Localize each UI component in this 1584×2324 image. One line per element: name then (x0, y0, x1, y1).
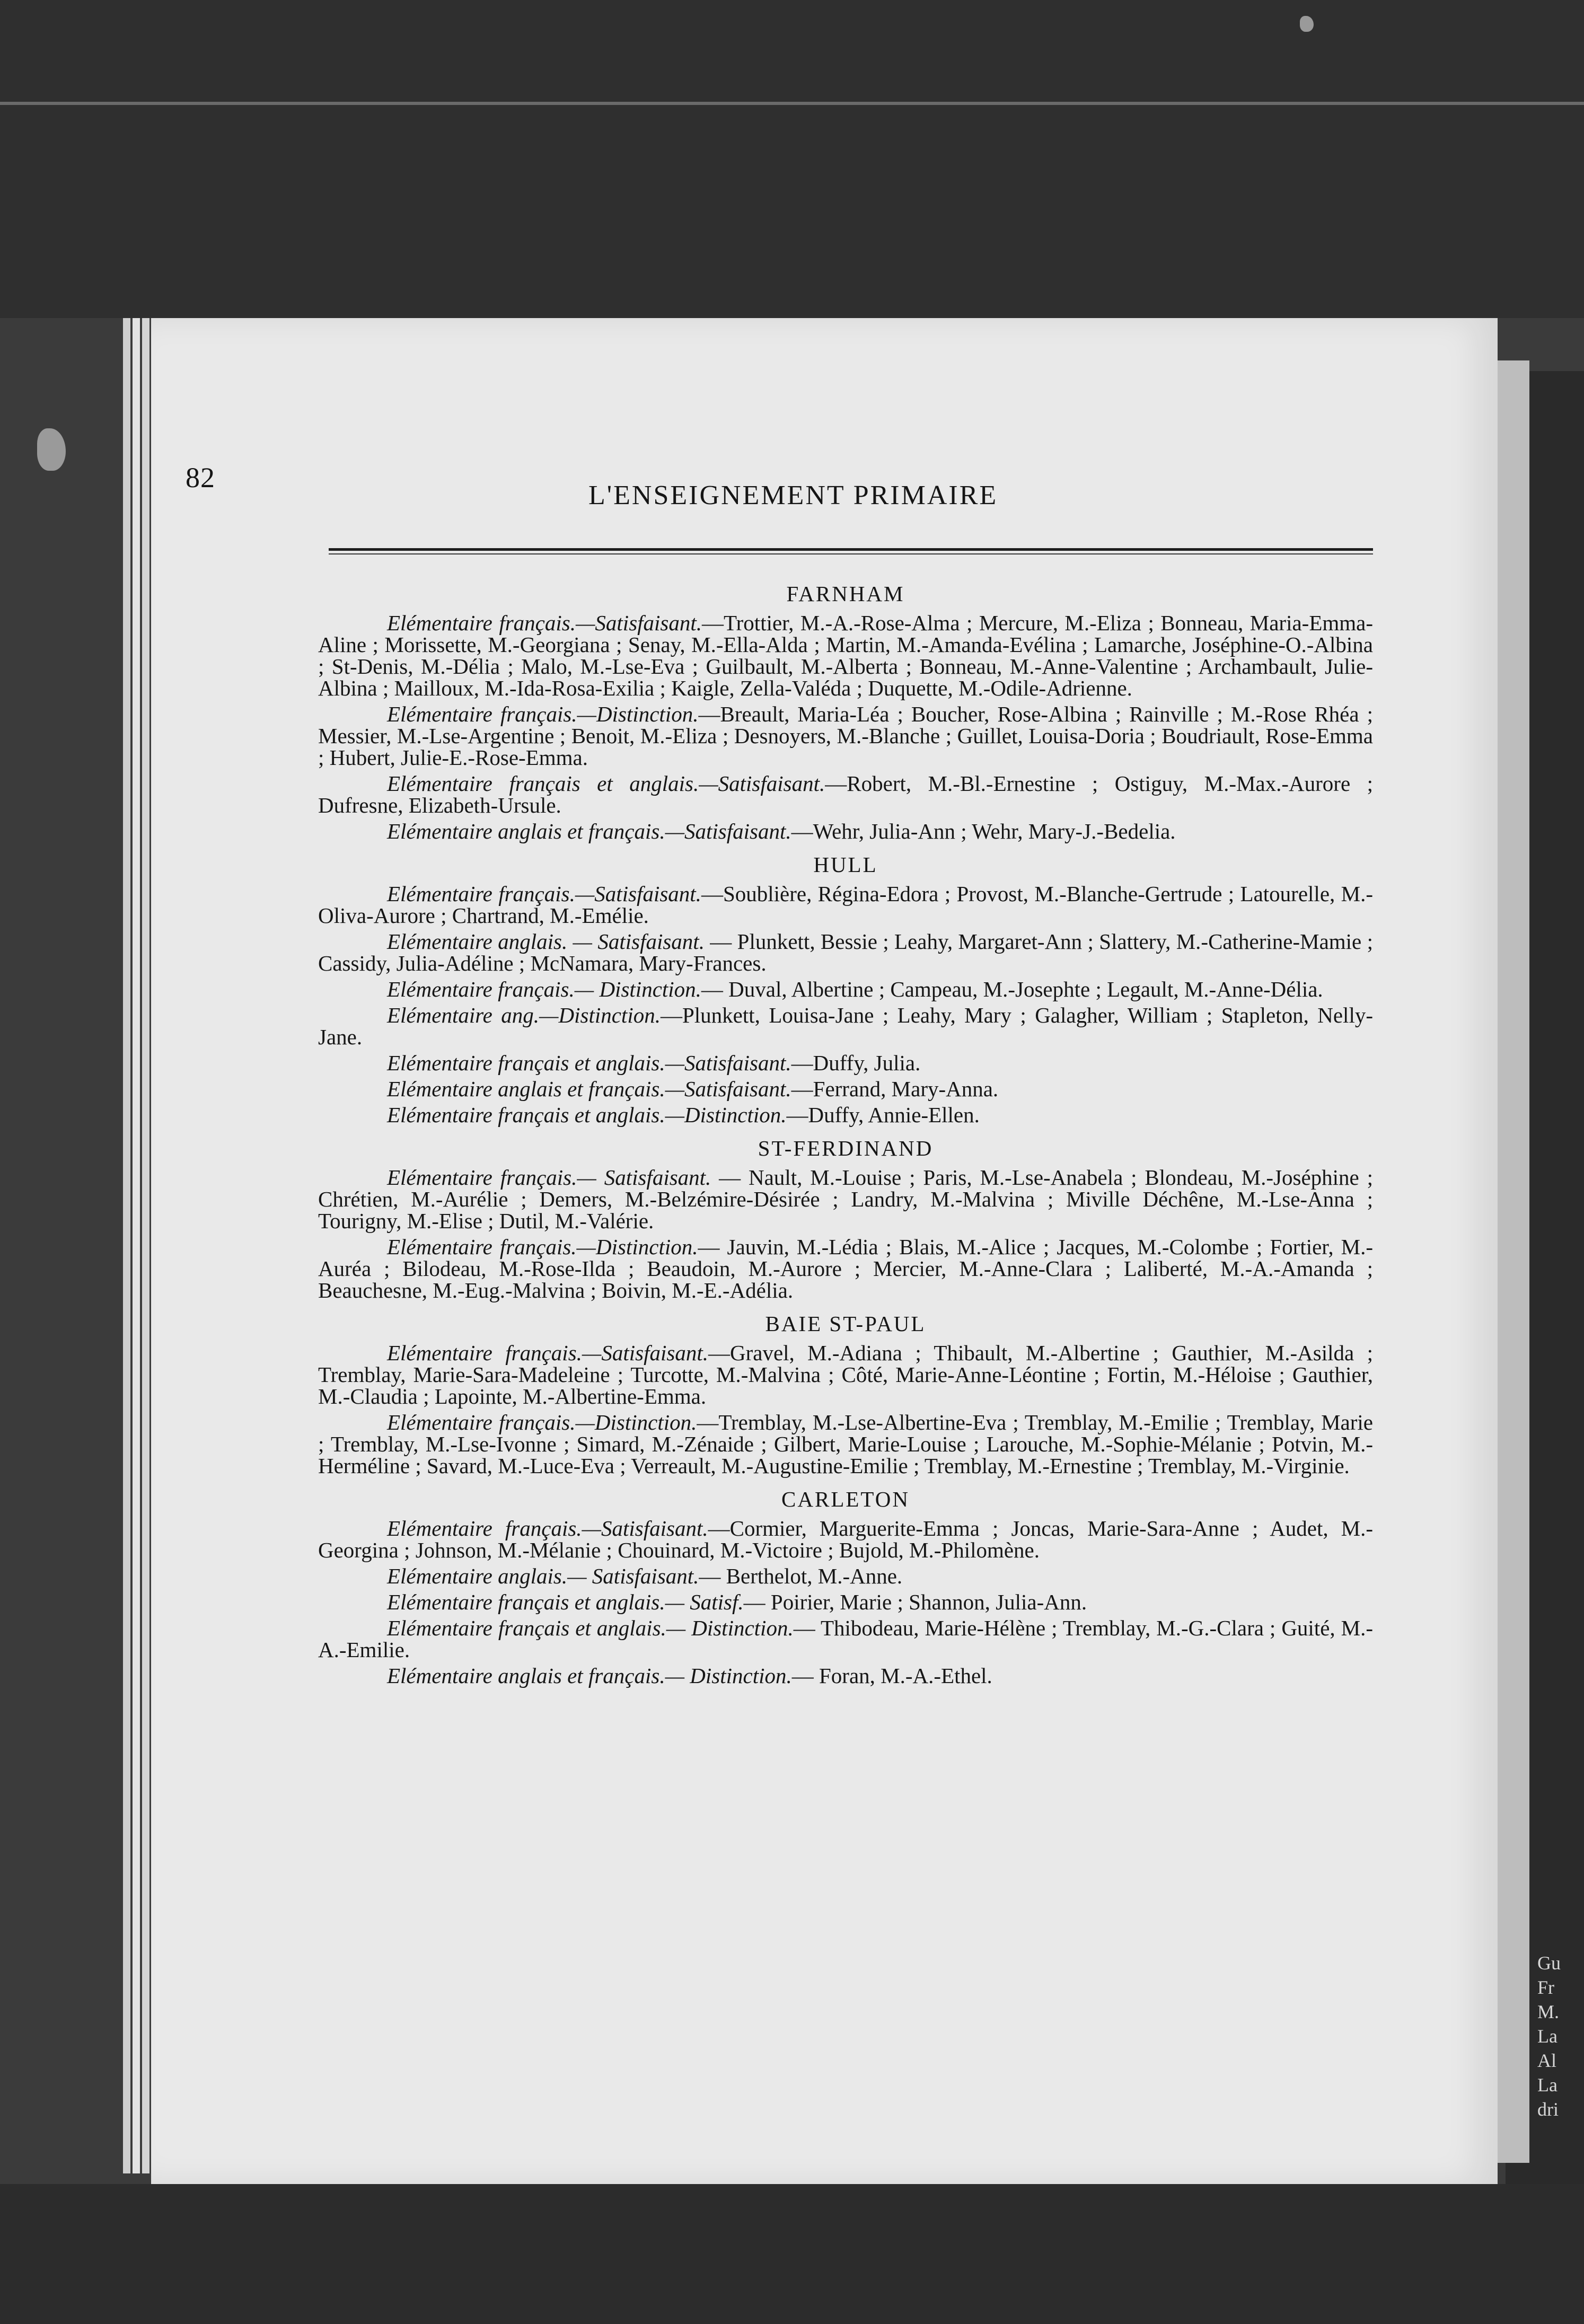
exam-label: Elémentaire français et anglais.—Distinction. (387, 1103, 787, 1127)
section-heading-farnham: FARNHAM (786, 582, 905, 606)
exam-label: Elémentaire français.—Satisfaisant. (387, 882, 701, 906)
result-entry (318, 703, 1373, 769)
adjacent-fragment: M. (1537, 2001, 1560, 2022)
adjacent-page-strip (1498, 360, 1529, 2163)
header-rule (329, 548, 1373, 551)
student-list: — Duval, Albertine ; Campeau, M.-Josephte ; Legault, M.-Anne-Délia. (701, 977, 1323, 1001)
exam-label: Elémentaire français.—Satisfaisant. (387, 1516, 708, 1540)
exam-label: Elémentaire français et anglais.— Satisf. (387, 1590, 744, 1614)
page-number: 82 (186, 462, 215, 494)
student-list: — Berthelot, M.-Anne. (699, 1564, 903, 1588)
page-body (318, 573, 1373, 1691)
exam-label: Elémentaire français.—Distinction. (387, 1410, 697, 1434)
student-list: — Poirier, Marie ; Shannon, Julia-Ann. (743, 1590, 1087, 1614)
result-entry (318, 1078, 1373, 1100)
exam-label: Elémentaire français.—Satisfaisant. (387, 1341, 708, 1365)
dust-speck (1300, 16, 1314, 32)
student-list: —Wehr, Julia-Ann ; Wehr, Mary-J.-Bedelia. (791, 819, 1176, 843)
result-entry (318, 1617, 1373, 1661)
result-entry (318, 1518, 1373, 1561)
student-list: —Breault, Maria-Léa ; Boucher, Rose-Albina ; Rainville ; M.-Rose Rhéa ; Messier, M.-Lse-Argentine ; Benoit, M.-Eliza ; Desnoyers, M.-Blanche ; Guillet, Louisa-Doria ; Boudriault, Rose-Emma ; Hubert, Julie-E.-Rose-Emma. (318, 702, 1374, 770)
exam-label: Elémentaire français.—Distinction. (387, 1235, 698, 1259)
exam-label: Elémentaire anglais et français.—Satisfaisant. (387, 1077, 791, 1101)
exam-label: Elémentaire ang.—Distinction. (387, 1003, 661, 1027)
section-heading-baie-st-paul: BAIE ST-PAUL (765, 1311, 926, 1336)
student-list: — Jauvin, M.-Lédia ; Blais, M.-Alice ; Jacques, M.-Colombe ; Fortier, M.-Auréa ; Bilodeau, M.-Rose-Ilda ; Beaudoin, M.-Aurore ; Mercier, M.-Anne-Clara ; Laliberté, M.-A.-Amanda ; Beauchesne, M.-Eug.-Malvina ; Boivin, M.-E.-Adélia. (318, 1235, 1373, 1302)
result-entry (318, 1342, 1373, 1407)
scan-backdrop-bottom (0, 2184, 1584, 2324)
page-edge (123, 318, 130, 2173)
exam-label: Elémentaire anglais et français.—Satisfaisant. (387, 819, 791, 843)
exam-label: Elémentaire français.—Satisfaisant. (387, 611, 702, 635)
page-edge (133, 318, 140, 2173)
section-heading-hull: HULL (813, 852, 878, 877)
result-entry (318, 821, 1373, 842)
result-entry (318, 1236, 1373, 1301)
dust-speck (37, 428, 66, 471)
student-list: —Robert, M.-Bl.-Ernestine ; Ostiguy, M.-Max.-Aurore ; Dufresne, Elizabeth-Ursule. (318, 771, 1373, 817)
exam-label: Elémentaire anglais.— Satisfaisant. (387, 1564, 699, 1588)
result-entry (318, 1167, 1373, 1232)
student-list: — Thibodeau, Marie-Hélène ; Tremblay, M.-G.-Clara ; Guité, M.-A.-Emilie. (318, 1616, 1373, 1662)
result-entry (318, 1591, 1373, 1613)
result-entry (318, 883, 1373, 927)
adjacent-fragment: Al (1537, 2050, 1556, 2071)
adjacent-fragment: dri (1537, 2099, 1559, 2120)
adjacent-fragment: La (1537, 2074, 1557, 2096)
result-entry (318, 773, 1373, 816)
result-entry (318, 1565, 1373, 1587)
exam-label: Elémentaire français et anglais.—Satisfaisant. (387, 771, 825, 796)
student-list: —Tremblay, M.-Lse-Albertine-Eva ; Tremblay, M.-Emilie ; Tremblay, Marie ; Tremblay, M.-Lse-Ivonne ; Simard, M.-Zénaide ; Gilbert, Marie-Louise ; Larouche, M.-Sophie-Mélanie ; Potvin, M.-Herméline ; Savard, M.-Luce-Eva ; Verreault, M.-Augustine-Emilie ; Tremblay, M.-Ernestine ; Tremblay, M.-Virginie. (318, 1410, 1373, 1478)
result-entry (318, 931, 1373, 974)
student-list: —Duffy, Annie-Ellen. (786, 1103, 980, 1127)
running-title: L'ENSEIGNEMENT PRIMAIRE (588, 480, 998, 510)
student-list: —Duffy, Julia. (791, 1051, 921, 1075)
scan-backdrop-line (0, 102, 1584, 105)
student-list: —Plunkett, Louisa-Jane ; Leahy, Mary ; Galagher, William ; Stapleton, Nelly-Jane. (318, 1003, 1373, 1049)
section-heading-carleton: CARLETON (781, 1487, 910, 1511)
adjacent-fragment: La (1537, 2026, 1557, 2047)
exam-label: Elémentaire anglais. — Satisfaisant. (387, 929, 705, 954)
result-entry (318, 1052, 1373, 1074)
student-list: —Soublière, Régina-Edora ; Provost, M.-Blanche-Gertrude ; Latourelle, M.-Oliva-Aurore ; Chartrand, M.-Emélie. (318, 882, 1373, 928)
student-list: —Gravel, M.-Adiana ; Thibault, M.-Albertine ; Gauthier, M.-Asilda ; Tremblay, Marie-Sara-Madeleine ; Turcotte, M.-Malvina ; Côté, Marie-Anne-Léontine ; Fortin, M.-Héloise ; Gauthier, M.-Claudia ; Lapointe, M.-Albertine-Emma. (318, 1341, 1373, 1409)
exam-label: Elémentaire français.— Satisfaisant. (387, 1165, 711, 1190)
student-list: — Plunkett, Bessie ; Leahy, Margaret-Ann ; Slattery, M.-Catherine-Mamie ; Cassidy, Julia-Adéline ; McNamara, Mary-Frances. (318, 929, 1373, 975)
adjacent-page-text (1537, 1951, 1584, 2121)
result-entry (318, 979, 1373, 1000)
result-entry (318, 1005, 1373, 1048)
section-heading-st-ferdinand: ST-FERDINAND (758, 1136, 934, 1160)
result-entry (318, 1665, 1373, 1687)
exam-label: Elémentaire français et anglais.— Distinction. (387, 1616, 794, 1640)
header-rule-thin (329, 553, 1373, 554)
exam-label: Elémentaire anglais et français.— Distinction. (387, 1663, 792, 1688)
exam-label: Elémentaire français.—Distinction. (387, 702, 699, 726)
exam-label: Elémentaire français et anglais.—Satisfaisant. (387, 1051, 791, 1075)
result-entry (318, 1104, 1373, 1126)
student-list: — Foran, M.-A.-Ethel. (791, 1663, 992, 1688)
result-entry (318, 612, 1373, 699)
exam-label: Elémentaire français.— Distinction. (387, 977, 701, 1001)
adjacent-fragment: Gu (1537, 1952, 1561, 1974)
adjacent-fragment: Fr (1537, 1977, 1555, 1998)
result-entry (318, 1412, 1373, 1477)
page-edge (142, 318, 149, 2173)
student-list: —Ferrand, Mary-Anna. (791, 1077, 999, 1101)
student-list: — Nault, M.-Louise ; Paris, M.-Lse-Anabela ; Blondeau, M.-Joséphine ; Chrétien, M.-Aurélie ; Demers, M.-Belzémire-Désirée ; Landry, M.-Malvina ; Miville Déchêne, M.-Lse-Anna ; Tourigny, M.-Elise ; Dutil, M.-Valérie. (318, 1165, 1373, 1233)
student-list: —Cormier, Marguerite-Emma ; Joncas, Marie-Sara-Anne ; Audet, M.-Georgina ; Johnson, M.-Mélanie ; Chouinard, M.-Victoire ; Bujold, M.-Philomène. (318, 1516, 1373, 1562)
scan-backdrop-top (0, 0, 1584, 318)
student-list: —Trottier, M.-A.-Rose-Alma ; Mercure, M.-Eliza ; Bonneau, Maria-Emma-Aline ; Morissette, M.-Georgiana ; Senay, M.-Ella-Alda ; Martin, M.-Amanda-Evélina ; Lamarche, Joséphine-O.-Albina ; St-Denis, M.-Délia ; Malo, M.-Lse-Eva ; Guilbault, M.-Alberta ; Bonneau, M.-Anne-Valentine ; Archambault, Julie-Albina ; Mailloux, M.-Ida-Rosa-Exilia ; Kaigle, Zella-Valéda ; Duquette, M.-Odile-Adrienne. (318, 611, 1373, 700)
